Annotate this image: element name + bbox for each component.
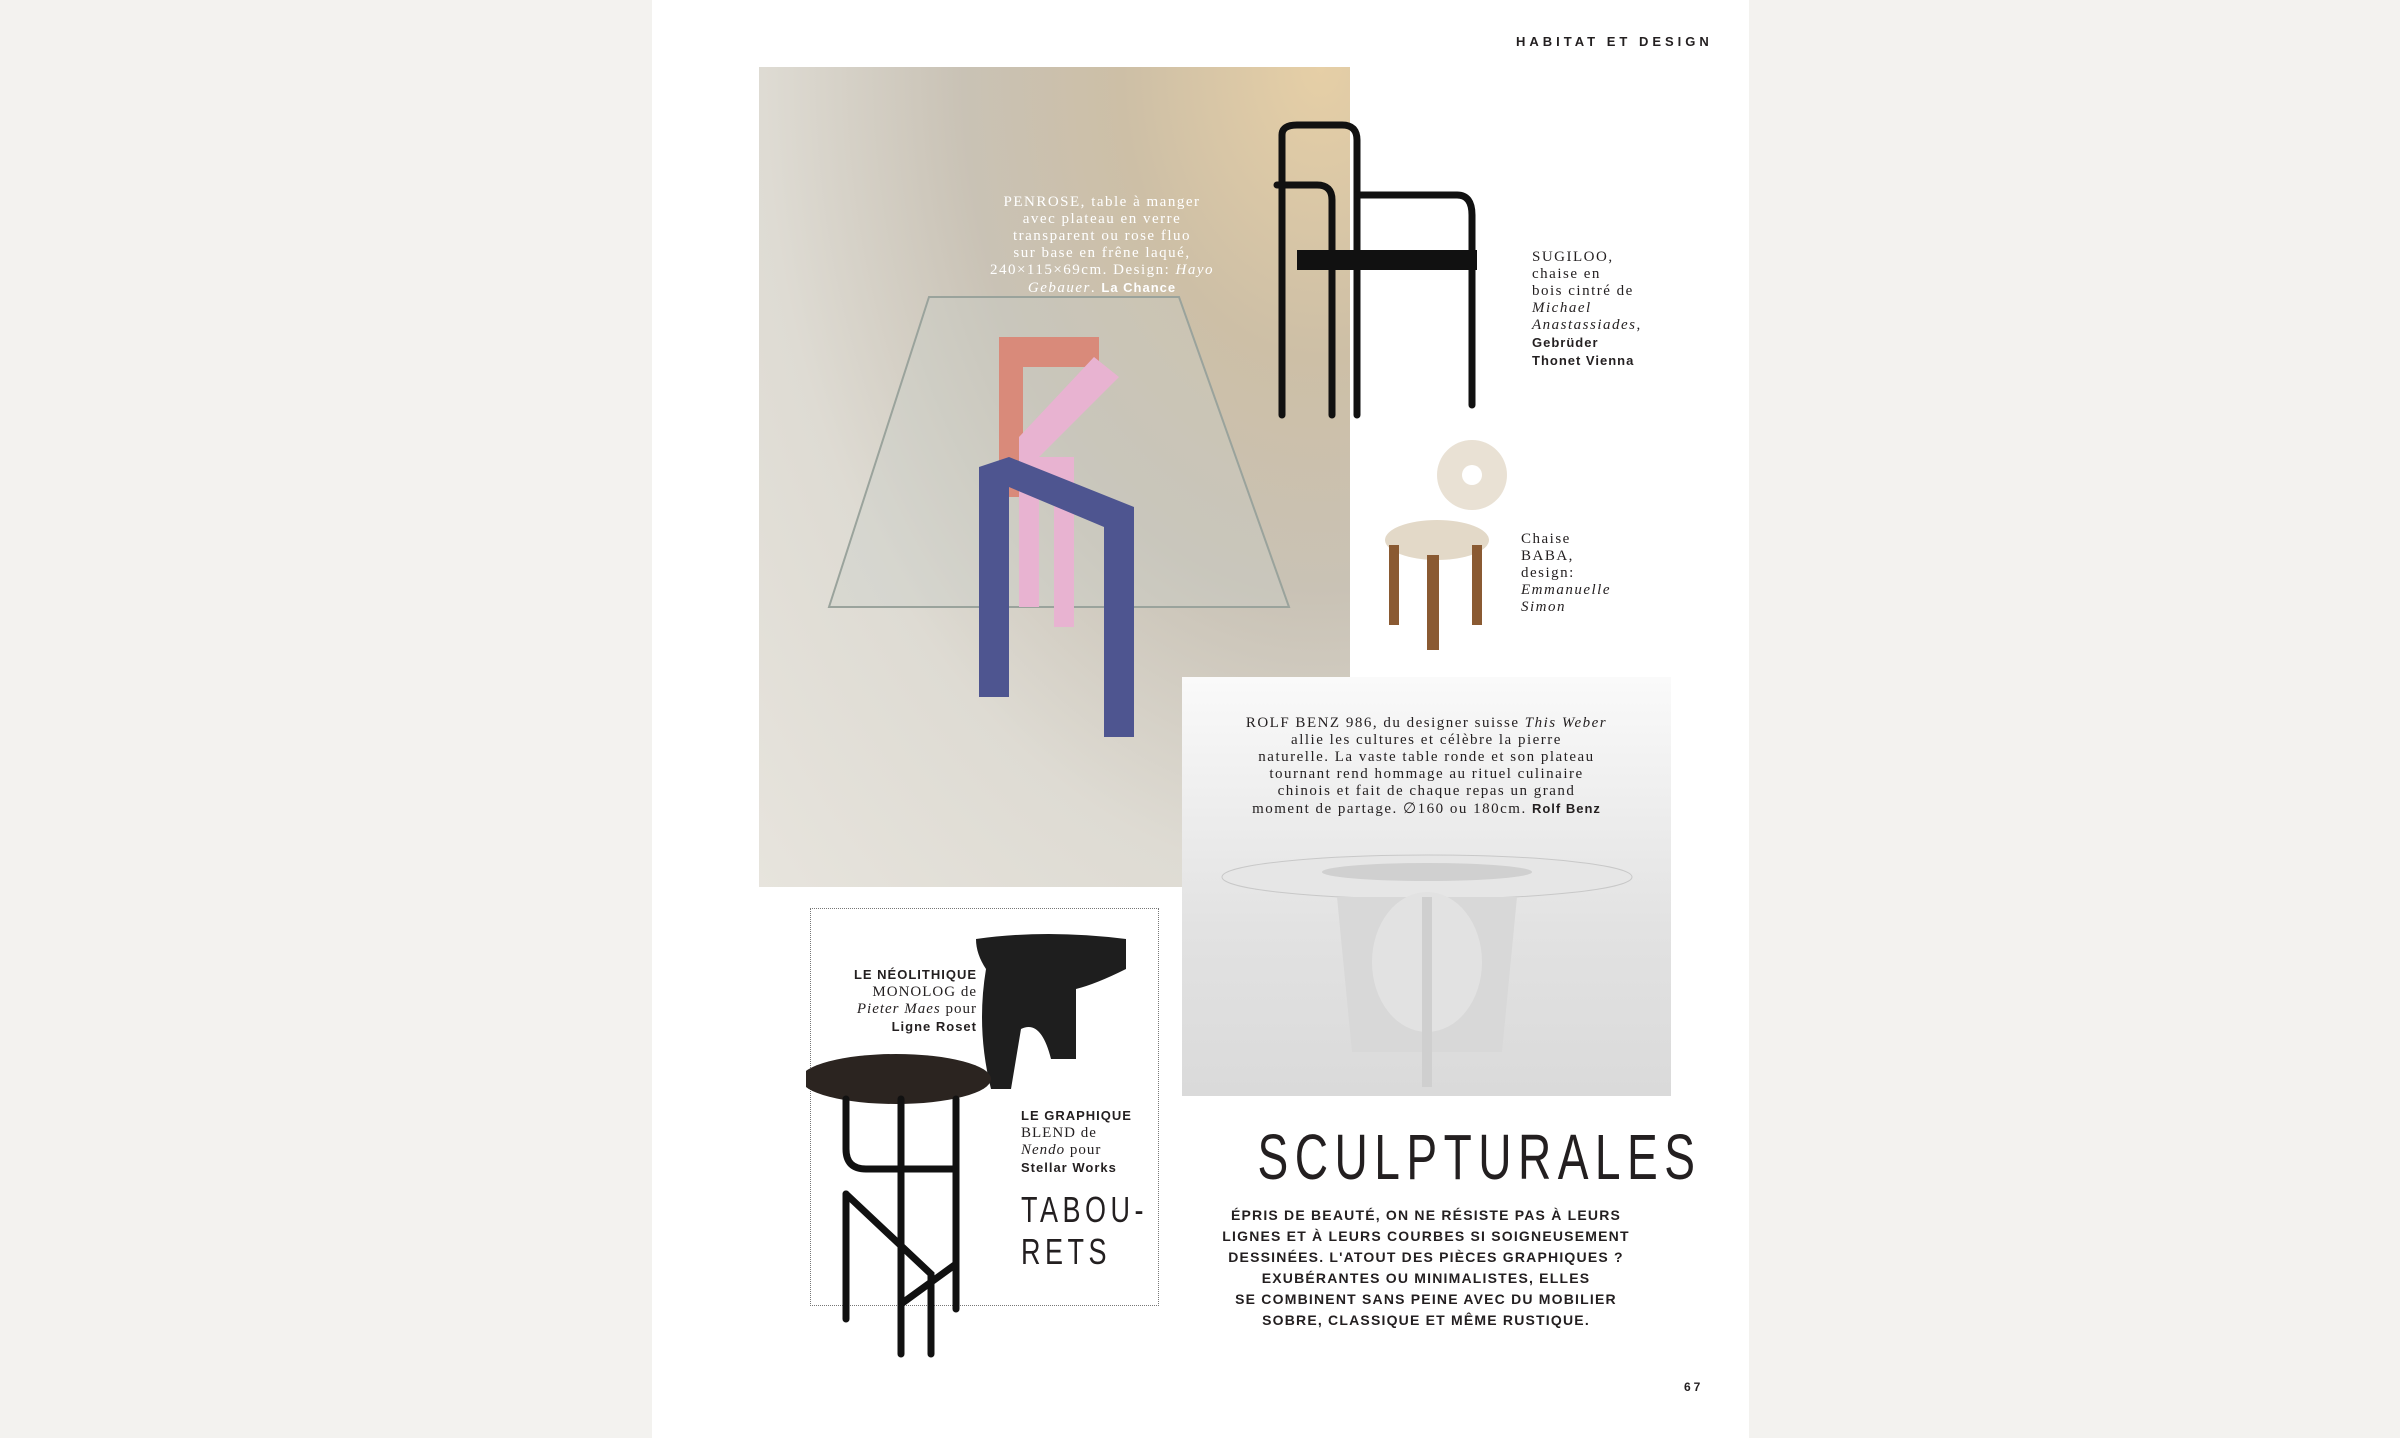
caption-text: design: xyxy=(1521,565,1575,581)
caption-text: transparent ou rose fluo xyxy=(1012,228,1192,244)
brand-name: Stellar Works xyxy=(1021,1160,1117,1175)
designer-name: Pieter Maes xyxy=(856,1001,941,1017)
designer-name: Gebauer xyxy=(1027,280,1091,296)
heading-line: TABOU- xyxy=(1021,1189,1149,1230)
intro-line: SOBRE, CLASSIQUE ET MÊME RUSTIQUE. xyxy=(1262,1312,1590,1328)
caption-text: naturelle. La vaste table ronde et son plateau xyxy=(1258,749,1595,765)
designer-name: Michael xyxy=(1532,300,1592,316)
caption-text: avec plateau en verre xyxy=(1022,211,1182,227)
caption-text: Chaise xyxy=(1521,531,1571,547)
article-title: SCULPTURALES xyxy=(1257,1121,1702,1193)
caption-text: MONOLOG de xyxy=(872,984,977,1000)
baba-chair-illustration xyxy=(1377,430,1517,655)
caption-text: ROLF BENZ 986, du designer suisse xyxy=(1245,715,1525,731)
caption-text: pour xyxy=(1065,1142,1102,1158)
caption-text: chaise en xyxy=(1532,266,1601,282)
caption-text: bois cintré de xyxy=(1532,283,1634,299)
caption-text: allie les cultures et célèbre la pierre xyxy=(1291,732,1562,748)
page-number: 67 xyxy=(1684,1380,1704,1394)
rolf-benz-caption xyxy=(1222,715,1631,818)
product-name: SUGILOO, xyxy=(1532,249,1614,265)
caption-text: chinois et fait de chaque repas un grand xyxy=(1277,783,1576,799)
designer-name: Simon xyxy=(1521,599,1566,615)
caption-text: pour xyxy=(940,1001,977,1017)
sugiloo-chair-illustration xyxy=(1272,115,1512,435)
caption-text: 240×115×69cm. Design: xyxy=(989,262,1176,278)
rolf-benz-table-photo xyxy=(1182,677,1671,1096)
intro-line: LIGNES ET À LEURS COURBES SI SOIGNEUSEMENT xyxy=(1222,1228,1630,1244)
brand-name: Ligne Roset xyxy=(891,1019,977,1034)
caption-text: BLEND de xyxy=(1021,1125,1097,1141)
brand-name: Thonet Vienna xyxy=(1532,353,1635,368)
intro-line: SE COMBINENT SANS PEINE AVEC DU MOBILIER xyxy=(1235,1291,1617,1307)
article-intro xyxy=(1182,1205,1670,1331)
tabourets-heading xyxy=(1021,1189,1148,1273)
magazine-page xyxy=(652,0,1749,1438)
neolithique-caption xyxy=(829,966,977,1036)
caption-text: tournant rend hommage au rituel culinaire xyxy=(1269,766,1584,782)
brand-name: Gebrüder xyxy=(1532,335,1599,350)
heading-line: RETS xyxy=(1021,1231,1112,1272)
penrose-caption: PENROSE, table à manger avec plateau en verre transparent ou rose fluo sur base en frêne laqué, 240×115×69cm. Design: Hayo Gebauer. La Chance xyxy=(989,194,1215,296)
caption-text: moment de partage. ∅160 ou 180cm. xyxy=(1252,801,1532,817)
designer-name: Nendo xyxy=(1021,1142,1066,1158)
graphique-caption xyxy=(1021,1107,1161,1177)
caption-text: table à manger xyxy=(1085,194,1201,210)
sugiloo-caption: SUGILOO, chaise en bois cintré de Michael Anastassiades, Gebrüder Thonet Vienna xyxy=(1532,249,1642,368)
round-marble-table-illustration xyxy=(1217,842,1637,1092)
designer-name: Anastassiades xyxy=(1532,317,1637,333)
product-name: PENROSE, xyxy=(1003,194,1086,210)
intro-line: ÉPRIS DE BEAUTÉ, ON NE RÉSISTE PAS À LEURS xyxy=(1230,1207,1622,1223)
product-label: LE GRAPHIQUE xyxy=(1021,1108,1132,1123)
designer-name: Hayo xyxy=(1175,262,1215,278)
baba-caption xyxy=(1521,531,1641,616)
caption-text: sur base en frêne laqué, xyxy=(1013,245,1191,261)
designer-name: Emmanuelle xyxy=(1521,582,1611,598)
product-name: BABA, xyxy=(1521,548,1574,564)
section-header: HABITAT ET DESIGN xyxy=(1516,34,1713,49)
designer-name: This Weber xyxy=(1524,715,1608,731)
brand-name: La Chance xyxy=(1101,280,1177,295)
tabourets-box xyxy=(810,908,1159,1306)
brand-name: Rolf Benz xyxy=(1531,801,1601,816)
product-label: LE NÉOLITHIQUE xyxy=(853,967,977,982)
intro-line: EXUBÉRANTES OU MINIMALISTES, ELLES xyxy=(1261,1270,1591,1286)
intro-line: DESSINÉES. L'ATOUT DES PIÈCES GRAPHIQUES ? xyxy=(1228,1249,1624,1265)
